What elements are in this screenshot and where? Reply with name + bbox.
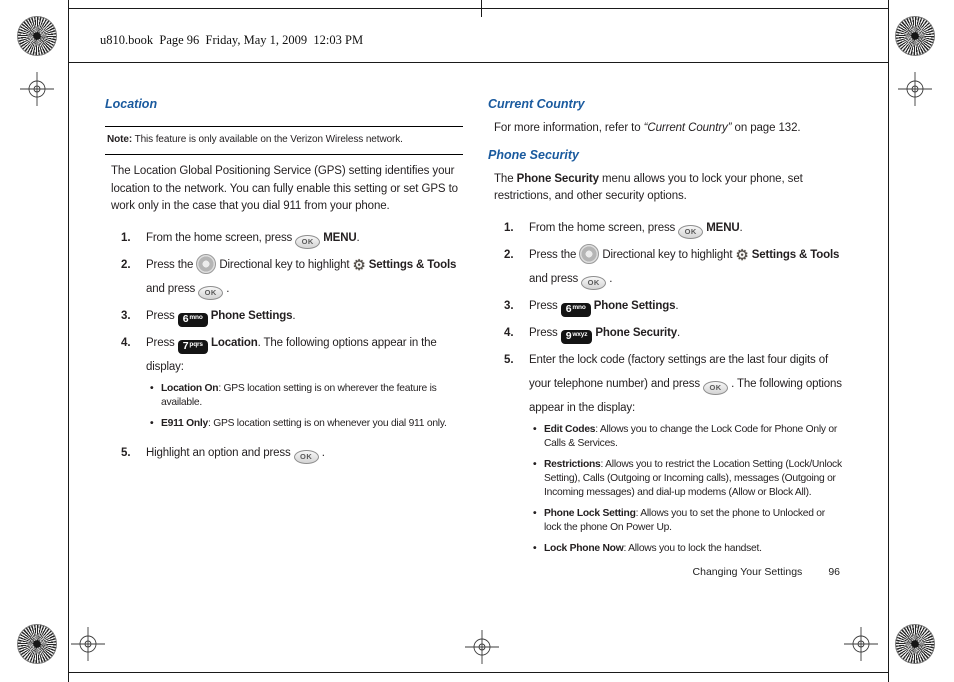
keypad-key-7-icon: $7^{pqrs}$: [178, 340, 208, 354]
step-text: Enter the lock code (factory settings are the last four digits of your telephone number) and press OK . The following options appear in the display: • Edit Codes: Allows you to change the Lock Code for Phone Only or Calls & Services. • Restrictions: Allows you to restrict the Location Setting (Lock/Unlock Setting), Calls (Outgoing or Incoming calls), messages (Outgoing or Incoming messages) and dial-up modems (Allow or Block All). • Phone Lock Setting: Allows you to set the phone to Unlocked or lock the phone On Power Up. • Lock Phone Now: Allows you to lock the handset.: [529, 348, 844, 563]
crop-mark-line: [68, 8, 888, 9]
list-step: [504, 348, 844, 563]
keypad-key-9-icon: $9^{wxyz}$: [561, 330, 593, 344]
step-text: From the home screen, press OK MENU.: [146, 226, 463, 250]
bullet-text: Edit Codes: Allows you to change the Lock Code for Phone Only or Calls & Services.: [544, 423, 838, 449]
step-text: Press $7^{pqrs}$ Location. The following options appear in the display: • Location On: GPS location setting is on wherever the feature is available. • E911 Only: GPS location setting is on whenever you dial 911 only.: [146, 331, 463, 438]
option-bullet: [533, 423, 844, 451]
ok-key-icon: OK: [581, 276, 606, 290]
settings-gear-icon: ⚙: [352, 256, 366, 274]
registration-target-icon: [71, 627, 105, 661]
bullet-dot-icon: •: [533, 423, 537, 435]
section-heading-location: Location: [105, 97, 158, 111]
bullet-dot-icon: •: [533, 458, 537, 470]
bullet-dot-icon: •: [150, 417, 154, 429]
ok-key-icon: OK: [295, 235, 320, 249]
registration-target-icon: [844, 627, 878, 661]
option-bullet: [533, 507, 844, 535]
left-column: [105, 97, 463, 468]
list-step: [504, 243, 844, 291]
section-heading-current-country: Current Country: [488, 97, 585, 111]
ok-key-icon: OK: [703, 381, 728, 395]
bullet-text: Restrictions: Allows you to restrict the Location Setting (Lock/Unlock Setting), Calls (Outgoing or Incoming calls), messages (Outgoing or Incoming messages) and dial-up modems (Allow or Block All).: [544, 458, 842, 498]
step-number: 5.: [504, 353, 514, 366]
page-footer: [488, 566, 840, 578]
registration-target-icon: [20, 72, 54, 106]
step-number: 1.: [121, 231, 131, 244]
footer-page-number: 96: [828, 566, 840, 578]
step-number: 2.: [121, 258, 131, 271]
steps-list-phone-security: [504, 216, 844, 563]
right-column: [488, 97, 844, 566]
current-country-paragraph: For more information, refer to “Current Country” on page 132.: [494, 122, 801, 134]
list-step: [121, 253, 463, 301]
step-text: Press the Directional key to highlight ⚙ Settings & Tools and press OK .: [146, 253, 463, 301]
print-header: u810.book Page 96 Friday, May 1, 2009 12:03 PM: [100, 33, 364, 47]
steps-list-location: [121, 226, 463, 465]
bullet-dot-icon: •: [533, 507, 537, 519]
step-number: 4.: [504, 326, 514, 339]
crop-mark-line: [888, 0, 889, 682]
crop-mark-line: [68, 672, 888, 673]
directional-key-icon: [579, 244, 599, 264]
list-step: [121, 331, 463, 438]
step-text: Highlight an option and press OK .: [146, 441, 463, 465]
keypad-key-6-icon: $6^{mno}$: [561, 303, 591, 317]
note-label: Note:: [107, 134, 133, 145]
step-number: 2.: [504, 248, 514, 261]
step-number: 3.: [504, 299, 514, 312]
step-text: Press $6^{mno}$ Phone Settings.: [529, 299, 679, 315]
list-step: [121, 441, 463, 465]
step-text: From the home screen, press OK MENU.: [529, 216, 844, 240]
bullet-dot-icon: •: [150, 382, 154, 394]
note-box: [105, 126, 463, 155]
crop-mark-line: [68, 0, 69, 682]
note-text: This feature is only available on the Verizon Wireless network.: [134, 134, 403, 145]
step-number: 4.: [121, 336, 131, 349]
list-step: [121, 226, 463, 250]
settings-gear-icon: ⚙: [735, 246, 749, 264]
step-text: Press the Directional key to highlight ⚙ Settings & Tools and press OK .: [529, 243, 844, 291]
ok-key-icon: OK: [294, 450, 319, 464]
option-bullet: [533, 542, 844, 556]
registration-starburst-icon: [17, 16, 57, 56]
list-step: [504, 294, 844, 318]
bullet-text: Lock Phone Now: Allows you to lock the handset.: [544, 542, 762, 554]
option-bullet: [150, 417, 463, 431]
crop-mark-line: [68, 62, 888, 63]
step-number: 1.: [504, 221, 514, 234]
list-step: [504, 216, 844, 240]
bullet-text: E911 Only: GPS location setting is on whenever you dial 911 only.: [161, 417, 447, 429]
crop-mark-line: [481, 0, 482, 17]
intro-paragraph: The Location Global Positioning Service (GPS) setting identifies your location to the network. You can fully enable this setting or set GPS to work only in the case that you dial 911 from your phone.: [111, 165, 458, 212]
list-step: [504, 321, 844, 345]
step-number: 3.: [121, 309, 131, 322]
footer-label: Changing Your Settings: [692, 566, 803, 578]
registration-starburst-icon: [895, 624, 935, 664]
step-number: 5.: [121, 446, 131, 459]
section-heading-phone-security: Phone Security: [488, 147, 579, 162]
bullet-dot-icon: •: [533, 542, 537, 554]
ok-key-icon: OK: [678, 225, 703, 239]
registration-target-icon: [898, 72, 932, 106]
phone-security-paragraph: The Phone Security menu allows you to lock your phone, set restrictions, and other security options.: [494, 172, 803, 202]
ok-key-icon: OK: [198, 286, 223, 300]
keypad-key-6-icon: $6^{mno}$: [178, 313, 208, 327]
list-step: [121, 304, 463, 328]
registration-starburst-icon: [895, 16, 935, 56]
step-text: Press $9^{wxyz}$ Phone Security.: [529, 326, 681, 342]
option-bullet: [533, 458, 844, 500]
option-bullet: [150, 382, 463, 410]
bullet-text: Phone Lock Setting: Allows you to set the phone to Unlocked or lock the phone On Power Up.: [544, 507, 825, 533]
directional-key-icon: [196, 254, 216, 274]
registration-starburst-icon: [17, 624, 57, 664]
step-text: Press $6^{mno}$ Phone Settings.: [146, 309, 296, 325]
bullet-text: Location On: GPS location setting is on wherever the feature is available.: [161, 382, 437, 408]
registration-target-icon: [465, 630, 499, 664]
